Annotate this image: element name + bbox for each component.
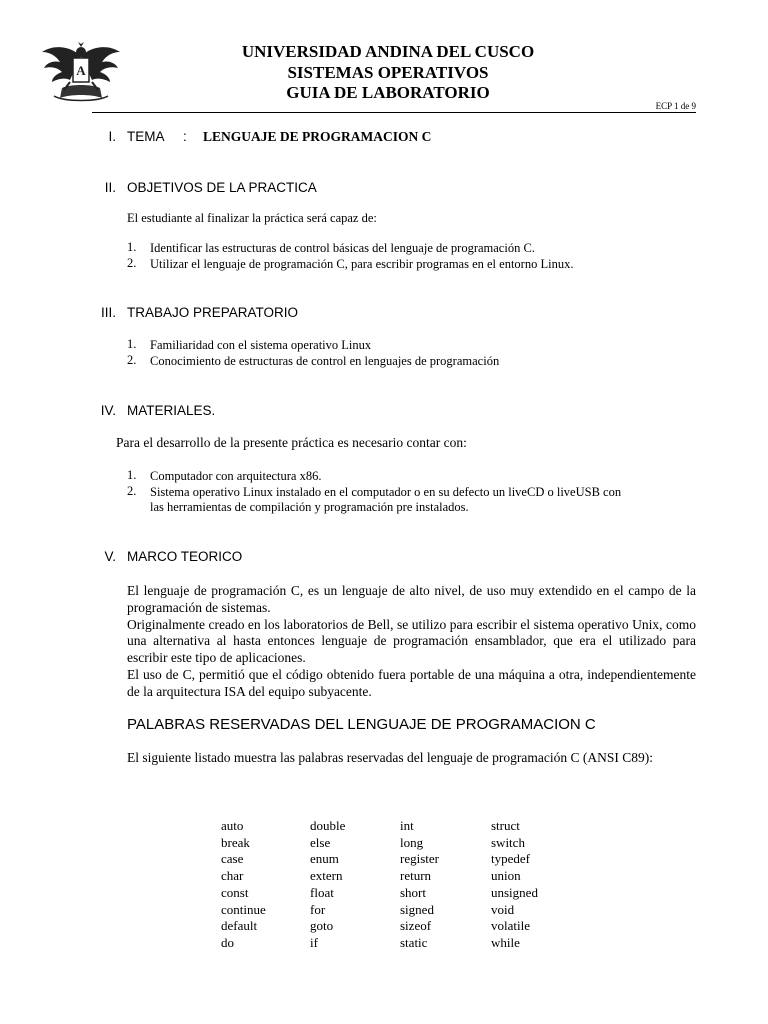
section-number: V.	[104, 549, 116, 564]
keyword-cell: for	[310, 901, 326, 917]
keyword-cell: continue	[221, 901, 266, 917]
keyword-row	[221, 818, 571, 835]
list-item: Conocimiento de estructuras de control en lenguajes de programación	[150, 354, 500, 368]
section-number: IV.	[100, 403, 116, 418]
keyword-cell: struct	[491, 818, 520, 833]
keyword-cell: short	[400, 884, 426, 900]
keyword-row	[221, 918, 571, 935]
keyword-cell: if	[310, 934, 318, 950]
course-name: SISTEMAS OPERATIVOS	[287, 63, 489, 82]
keyword-cell: long	[400, 834, 424, 850]
keyword-row	[221, 902, 571, 919]
list-item-number: 1.	[127, 240, 137, 254]
paragraph: El uso de C, permitió que el código obtenido fuera portable de una máquina a otra, independientemente de la arquitectura ISA del equipo subyacente.	[127, 666, 696, 699]
keyword-row	[221, 835, 571, 852]
list-item-number: 2.	[127, 353, 137, 367]
document-type: GUIA DE LABORATORIO	[286, 83, 490, 102]
keyword-cell: break	[221, 834, 250, 850]
university-eagle-seal-icon	[40, 38, 122, 108]
keyword-cell: signed	[400, 901, 434, 917]
keyword-cell: volatile	[491, 918, 530, 934]
tema-value: LENGUAJE DE PROGRAMACION C	[203, 129, 432, 144]
list-item: Familiaridad con el sistema operativo Linux	[150, 338, 372, 352]
keyword-cell: else	[310, 834, 331, 850]
keywords-table	[221, 818, 571, 952]
theory-paragraphs	[127, 583, 696, 701]
section-number: I.	[108, 129, 116, 144]
keyword-cell: const	[221, 884, 249, 900]
keyword-cell: enum	[310, 851, 339, 867]
svg-text:A: A	[76, 63, 86, 78]
keyword-cell: case	[221, 851, 244, 867]
list-item-continuation: las herramientas de compilación y programación pre instalados.	[150, 500, 469, 514]
keyword-cell: goto	[310, 918, 334, 934]
paragraph: El lenguaje de programación C, es un lenguaje de alto nivel, de uso muy extendido en el campo de la programación de sistemas.	[127, 583, 696, 615]
keyword-cell: unsigned	[491, 884, 538, 900]
list-item: Computador con arquitectura x86.	[150, 469, 322, 483]
keyword-cell: sizeof	[400, 918, 432, 934]
section-title: TEMA	[127, 129, 165, 144]
tema-colon: :	[183, 129, 187, 144]
list-item-number: 1.	[127, 337, 137, 351]
list-item: Utilizar el lenguaje de programación C, para escribir programas en el entorno Linux.	[150, 257, 574, 271]
section-title: OBJETIVOS DE LA PRACTICA	[127, 180, 317, 195]
keyword-row	[221, 868, 571, 885]
keyword-cell: default	[221, 918, 258, 934]
page-reference: ECP 1 de 9	[655, 101, 696, 111]
keyword-cell: double	[310, 818, 346, 833]
section-title: TRABAJO PREPARATORIO	[127, 305, 299, 320]
list-item: Sistema operativo Linux instalado en el computador o en su defecto un liveCD o liveUSB con	[150, 485, 622, 499]
header-divider	[92, 112, 696, 113]
section-intro: El estudiante al finalizar la práctica será capaz de:	[127, 211, 377, 225]
list-item-number: 2.	[127, 256, 137, 270]
paragraph: Originalmente creado en los laboratorios de Bell, se utilizo para escribir el sistema operativo Unix, como una alternativa al hasta entonces lenguaje de programación ensamblador, que era el utilizado para escribir este tipo de aplicaciones.	[127, 616, 696, 666]
keyword-row	[221, 935, 571, 952]
list-item-number: 1.	[127, 468, 137, 482]
keyword-cell: return	[400, 868, 432, 884]
university-name: UNIVERSIDAD ANDINA DEL CUSCO	[241, 42, 535, 61]
section-intro: Para el desarrollo de la presente práctica es necesario contar con:	[116, 435, 467, 450]
keyword-cell: typedef	[491, 851, 530, 867]
keyword-cell: while	[491, 934, 520, 950]
keyword-cell: void	[491, 901, 515, 917]
keyword-cell: static	[400, 934, 428, 950]
keyword-cell: auto	[221, 818, 244, 833]
keywords-intro: El siguiente listado muestra las palabras reservadas del lenguaje de programación C (ANSI C89):	[127, 750, 653, 765]
keyword-cell: union	[491, 868, 521, 884]
keyword-cell: register	[400, 851, 439, 867]
keyword-cell: extern	[310, 868, 343, 884]
section-number: II.	[104, 180, 116, 195]
keyword-cell: switch	[491, 834, 525, 850]
keyword-cell: float	[310, 884, 334, 900]
subsection-title: PALABRAS RESERVADAS DEL LENGUAJE DE PROGRAMACION C	[127, 716, 596, 733]
keyword-cell: int	[400, 818, 414, 833]
section-title: MARCO TEORICO	[127, 549, 243, 564]
keyword-row	[221, 851, 571, 868]
section-number: III.	[100, 305, 116, 320]
keyword-cell: do	[221, 934, 234, 950]
list-item-number: 2.	[127, 484, 137, 498]
keyword-cell: char	[221, 868, 244, 884]
section-title: MATERIALES.	[127, 403, 216, 418]
list-item: Identificar las estructuras de control básicas del lenguaje de programación C.	[150, 241, 535, 255]
keyword-row	[221, 885, 571, 902]
